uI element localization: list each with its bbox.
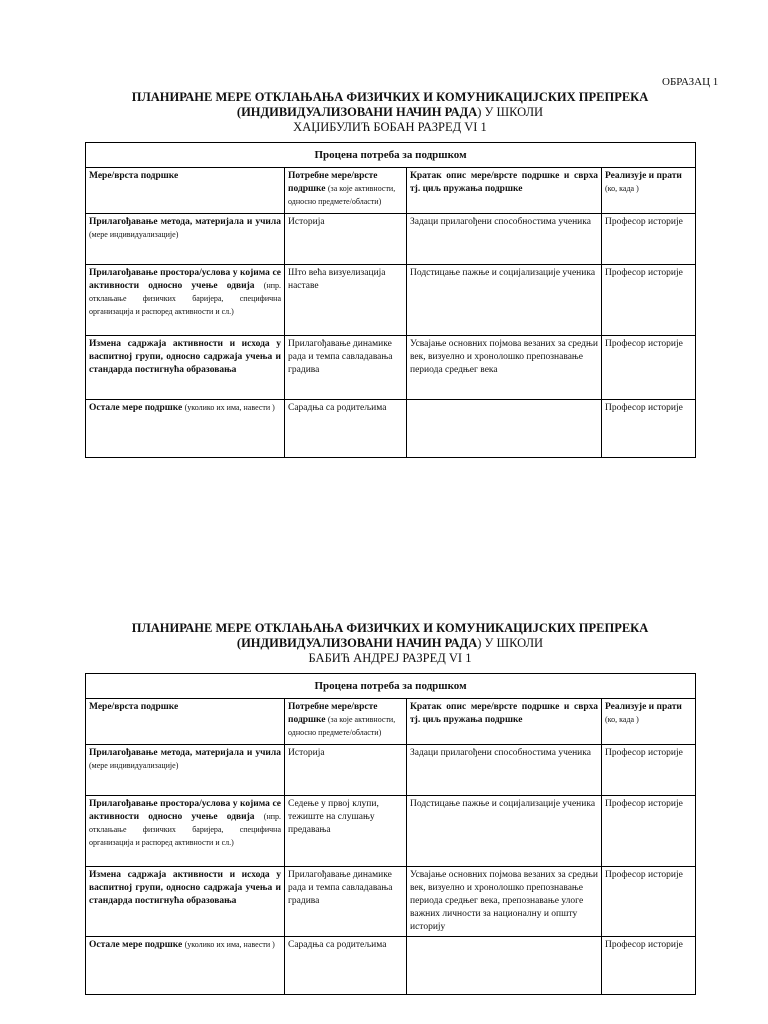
subtitle-bold: (ИНДИВИДУАЛИЗОВАНИ НАЧИН РАДА [236,636,478,650]
row-measure [86,745,285,796]
row-measure-small: (уколико их има, навести ) [184,403,275,412]
student-line: ХАЏИБУЛИЋ БОБАН РАЗРЕД VI 1 [293,120,487,134]
subtitle-rest: ) У ШКОЛИ [477,105,544,119]
form-titles [85,90,695,135]
row-measure-bold: Прилагођавање простора/услова у којима се активности односно учење одвија [89,799,281,822]
row-description: Усвајање основних појмова везаних за средњи век, визуелно и хронолошко препознавање периода средњег века [407,336,602,400]
col-header-responsible-bold: Реализује и прати [605,702,682,712]
col-header-measures: Мере/врста подршке [86,699,285,745]
row-measure-small: (нпр. отклањање физичких баријера, специфична организација и распоред активности и сл.) [89,812,282,847]
row-measure-small: (мере индивидуализације) [89,230,179,239]
row-responsible: Професор историје [602,400,696,458]
row-responsible: Професор историје [602,336,696,400]
table-row [86,867,696,937]
row-needed: Седење у првој клупи, тежиште на слушању предавања [285,796,407,867]
row-needed: Историја [285,745,407,796]
table-row [86,400,696,458]
row-needed: Што већа визуелизација наставе [285,265,407,336]
table-header: Процена потреба за подршком [86,674,696,699]
row-measure [86,937,285,995]
table-header: Процена потреба за подршком [86,143,696,168]
col-header-responsible-small: (ко, када ) [605,184,639,193]
col-header-responsible-small: (ко, када ) [605,715,639,724]
row-description: Задаци прилагођени способностима ученика [407,214,602,265]
subtitle-bold: (ИНДИВИДУАЛИЗОВАНИ НАЧИН РАДА [236,105,478,119]
col-header-needed-small: (за које активности, односно предмете/области) [288,715,396,737]
row-description: Задаци прилагођени способностима ученика [407,745,602,796]
row-measure-small: (нпр. отклањање физичких баријера, специфична организација и распоред активности и сл.) [89,281,282,316]
row-measure [86,214,285,265]
table-row [86,796,696,867]
col-header-responsible [602,699,696,745]
row-description: Подстицање пажње и социјализације ученика [407,265,602,336]
row-measure-small: (мере индивидуализације) [89,761,179,770]
form-title: ПЛАНИРАНЕ МЕРЕ ОТКЛАЊАЊА ФИЗИЧКИХ И КОМУНИКАЦИЈСКИХ ПРЕПРЕКА [131,90,649,104]
row-measure [86,265,285,336]
form-title: ПЛАНИРАНЕ МЕРЕ ОТКЛАЊАЊА ФИЗИЧКИХ И КОМУНИКАЦИЈСКИХ ПРЕПРЕКА [131,621,649,635]
row-description [407,400,602,458]
row-measure [86,796,285,867]
student-line: БАБИЋ АНДРЕЈ РАЗРЕД VI 1 [308,651,472,665]
row-description: Подстицање пажње и социјализације ученика [407,796,602,867]
table-row [86,214,696,265]
col-header-needed-bold: Потребне мере/врсте подршке [288,171,378,194]
table-row [86,937,696,995]
form-subtitle [85,636,695,651]
row-measure [86,400,285,458]
col-header-measures: Мере/врста подршке [86,168,285,214]
col-header-responsible-bold: Реализује и прати [605,171,682,181]
col-header-responsible [602,168,696,214]
row-responsible: Професор историје [602,745,696,796]
col-header-description: Кратак опис мере/врсте подршке и сврха тј. циљ пружања подршке [407,168,602,214]
row-measure-bold: Прилагођавање метода, материјала и учила [89,748,281,758]
col-header-needed [285,699,407,745]
support-table [85,673,696,995]
form-titles [85,621,695,666]
form-number-label: ОБРАЗАЦ 1 [662,76,719,88]
row-measure-bold: Прилагођавање простора/услова у којима се активности односно учење одвија [89,268,281,291]
form-block-1 [85,90,695,458]
row-needed: Историја [285,214,407,265]
support-table [85,142,696,458]
row-needed: Прилагођавање динамике рада и темпа савладавања градива [285,336,407,400]
row-measure-bold: Остале мере подршке [89,403,183,413]
form-subtitle [85,105,695,120]
row-needed: Сарадња са родитељима [285,400,407,458]
row-measure: Измена садржаја активности и исхода у васпитној групи, односно садржаја учења и стандарда постигнућа образовања [86,336,285,400]
col-header-needed [285,168,407,214]
row-responsible: Професор историје [602,867,696,937]
row-measure: Измена садржаја активности и исхода у васпитној групи, односно садржаја учења и стандарда постигнућа образовања [86,867,285,937]
col-header-needed-small: (за које активности, односно предмете/области) [288,184,396,206]
row-measure-small: (уколико их има, навести ) [184,940,275,949]
row-responsible: Професор историје [602,796,696,867]
row-measure-bold: Прилагођавање метода, материјала и учила [89,217,281,227]
row-measure-bold: Остале мере подршке [89,940,183,950]
row-responsible: Професор историје [602,937,696,995]
table-row [86,265,696,336]
col-header-description: Кратак опис мере/врсте подршке и сврха тј. циљ пружања подршке [407,699,602,745]
col-header-needed-bold: Потребне мере/врсте подршке [288,702,378,725]
table-row [86,699,696,745]
form-block-2 [85,621,695,995]
table-row [86,745,696,796]
row-responsible: Професор историје [602,265,696,336]
row-responsible: Професор историје [602,214,696,265]
table-row [86,168,696,214]
row-needed: Сарадња са родитељима [285,937,407,995]
row-description: Усвајање основних појмова везаних за средњи век, визуелно и хронолошко препознавање периода средњег века, препознавање улоге важних личности за националну и општу историју [407,867,602,937]
table-row [86,336,696,400]
subtitle-rest: ) У ШКОЛИ [477,636,544,650]
row-description [407,937,602,995]
row-needed: Прилагођавање динамике рада и темпа савладавања градива [285,867,407,937]
